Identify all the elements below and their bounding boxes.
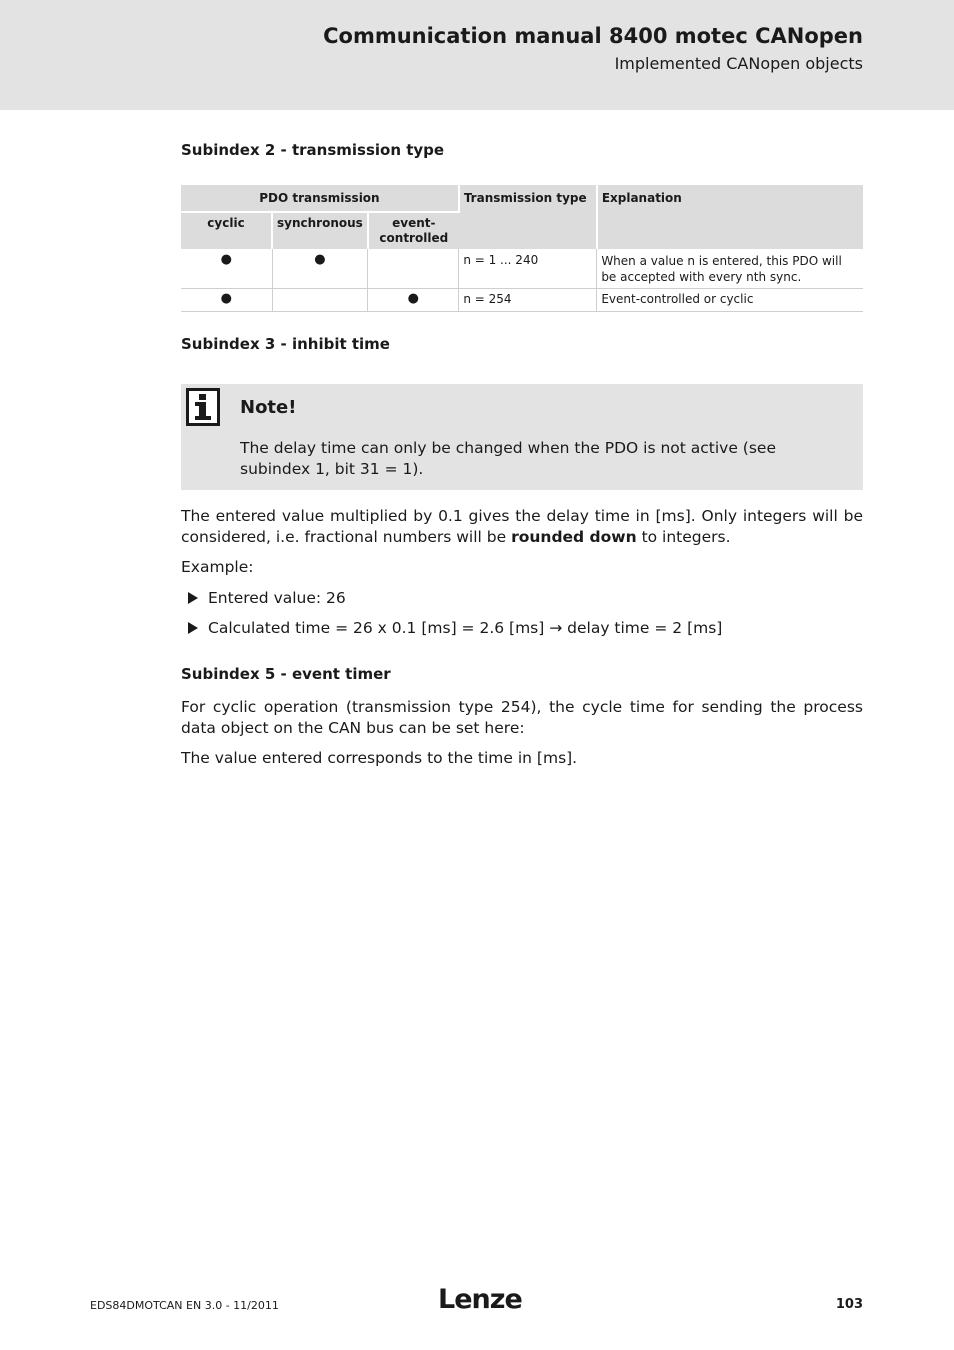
cell-cyclic: ● <box>181 288 272 311</box>
note-box <box>181 384 863 490</box>
cell-explanation: Event-controlled or cyclic <box>597 288 863 311</box>
cell-cyclic: ● <box>181 249 272 288</box>
event-timer-unit-paragraph: The value entered corresponds to the time in [ms]. <box>181 749 578 767</box>
cell-explanation: When a value n is entered, this PDO will be accepted with every nth sync. <box>597 249 863 288</box>
lenze-logo: Lenze <box>438 1284 522 1315</box>
table-row <box>181 249 863 288</box>
list-item-text: Entered value: 26 <box>208 589 346 607</box>
table-subheader-event-controlled: event- controlled <box>368 212 459 249</box>
event-timer-paragraph: For cyclic operation (transmission type 254), the cycle time for sending the process data object on the CAN bus can be set here: <box>181 698 863 737</box>
cell-transmission-type: n = 254 <box>459 288 597 311</box>
section-heading-transmission-type: Subindex 2 - transmission type <box>181 141 445 159</box>
example-label: Example: <box>181 558 254 576</box>
cell-synchronous: ● <box>272 249 368 288</box>
document-id: EDS84DMOTCAN EN 3.0 - 11/2011 <box>90 1299 279 1312</box>
page-header <box>0 0 954 110</box>
inhibit-time-paragraph <box>181 506 863 548</box>
list-item <box>188 618 722 639</box>
note-text: The delay time can only be changed when the PDO is not active (see subindex 1, bit 31 = 1). <box>240 439 776 478</box>
transmission-type-table <box>181 185 863 312</box>
table-row <box>181 288 863 311</box>
emphasis-text: rounded down <box>511 528 637 546</box>
cell-event: ● <box>368 288 459 311</box>
note-title: Note! <box>240 397 297 418</box>
cell-event <box>368 249 459 288</box>
chapter-title: Implemented CANopen objects <box>614 54 863 73</box>
section-heading-event-timer: Subindex 5 - event timer <box>181 665 391 683</box>
table-header-explanation: Explanation <box>597 185 863 249</box>
cell-transmission-type: n = 1 ... 240 <box>459 249 597 288</box>
section-heading-inhibit-time: Subindex 3 - inhibit time <box>181 335 390 353</box>
paragraph-text: to integers. <box>636 528 731 546</box>
table-subheader-synchronous: synchronous <box>272 212 368 249</box>
table-header-pdo-transmission: PDO transmission <box>181 185 459 212</box>
list-item <box>188 588 346 609</box>
cell-synchronous <box>272 288 368 311</box>
bullet-arrow-icon <box>188 592 198 604</box>
page-number: 103 <box>835 1297 863 1312</box>
info-icon <box>186 388 220 426</box>
bullet-arrow-icon <box>188 622 198 634</box>
paragraph-text: The entered value multiplied by 0.1 gives the delay time in [ms]. Only integers will be considered, i.e. fractional numbers will be <box>181 507 863 546</box>
list-item-text: Calculated time = 26 x 0.1 [ms] = 2.6 [ms] → delay time = 2 [ms] <box>208 619 723 637</box>
document-title: Communication manual 8400 motec CANopen <box>323 24 863 48</box>
table-subheader-cyclic: cyclic <box>181 212 272 249</box>
table-header-transmission-type: Transmission type <box>459 185 597 249</box>
